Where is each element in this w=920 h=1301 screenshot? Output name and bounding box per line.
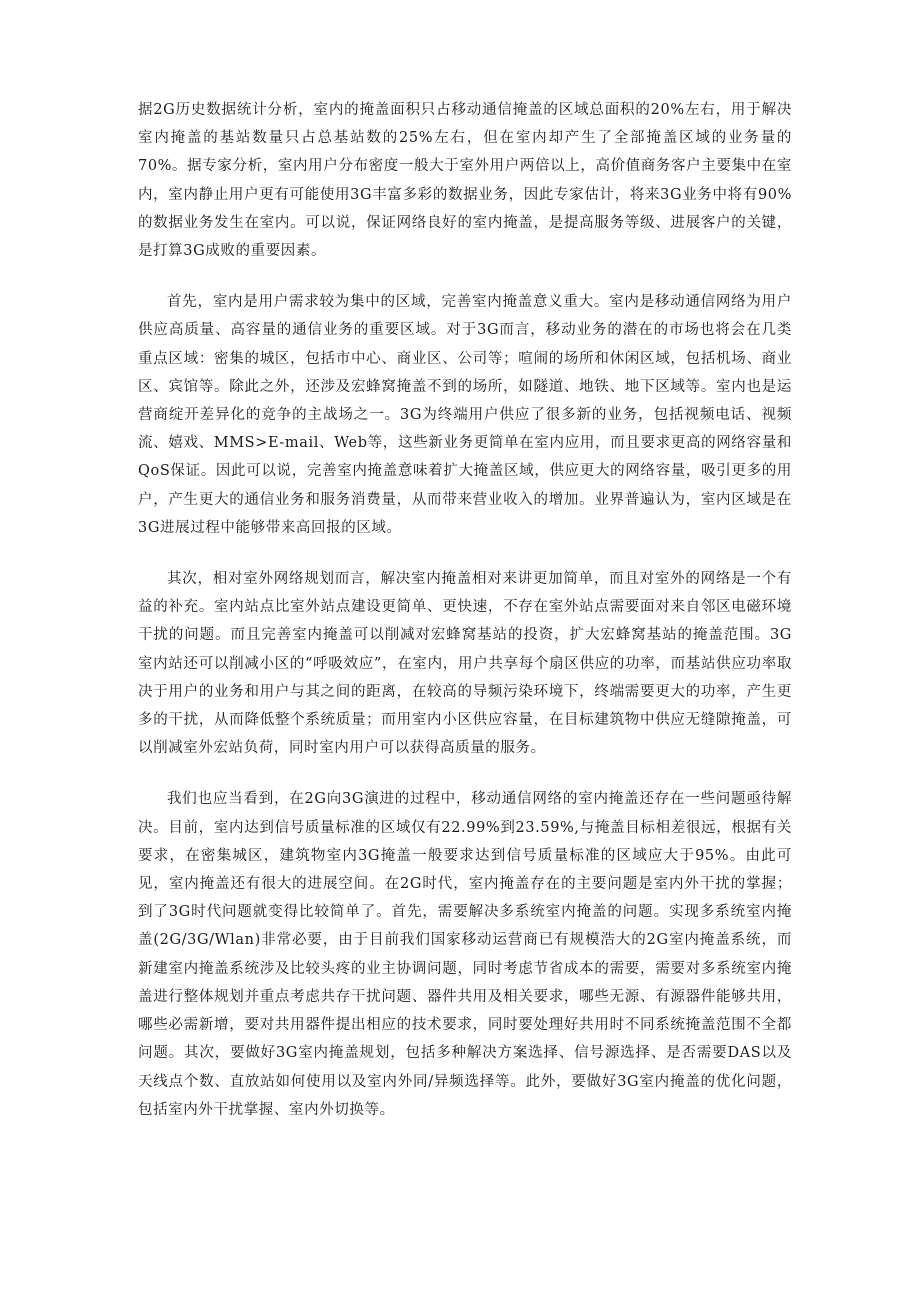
paragraph-challenges: 我们也应当看到，在2G向3G演进的过程中，移动通信网络的室内掩盖还存在一些问题亟待解决。目前，室内达到信号质量标准的区域仅有22.99%到23.59%,与掩盖目标相差很远，根据有关要求，在密集城区，建筑物室内3G掩盖一般要求达到信号质量标准的区域应大于95%。由此可见，室内掩盖还有很大的进展空间。在2G时代，室内掩盖存在的主要问题是室内外干扰的掌握；到了3G时代问题就变得比较简单了。首先，需要解决多系统室内掩盖的问题。实现多系统室内掩盖(2G/3G/Wlan)非常必要，由于目前我们国家移动运营商已有规模浩大的2G室内掩盖系统，而新建室内掩盖系统涉及比较头疼的业主协调问题，同时考虑节省成本的需要，需要对多系统室内掩盖进行整体规划并重点考虑共存干扰问题、器件共用及相关要求，哪些无源、有源器件能够共用，哪些必需新增，要对共用器件提出相应的技术要求，同时要处理好共用时不同系统掩盖范围不全都问题。其次，要做好3G室内掩盖规划，包括多种解决方案选择、信号源选择、是否需要DAS以及天线点个数、直放站如何使用以及室内外同/异频选择等。此外，要做好3G室内掩盖的优化问题，包括室内外干扰掌握、室内外切换等。: [138, 791, 792, 1118]
paragraph-intro: 据2G历史数据统计分析，室内的掩盖面积只占移动通信掩盖的区域总面积的20%左右，用于解决室内掩盖的基站数量只占总基站数的25%左右，但在室内却产生了全部掩盖区域的业务量的70%。据专家分析，室内用户分布密度一般大于室外用户两倍以上，高价值商务客户主要集中在室内，室内静止用户更有可能使用3G丰富多彩的数据业务，因此专家估计，将来3G业务中将有90%的数据业务发生在室内。可以说，保证网络良好的室内掩盖，是提高服务等级、进展客户的关键，是打算3G成败的重要因素。: [138, 102, 792, 260]
document-page: [138, 96, 792, 1124]
paragraph-second-point: 其次，相对室外网络规划而言，解决室内掩盖相对来讲更加简单，而且对室外的网络是一个有益的补充。室内站点比室外站点建设更简单、更快速，不存在室外站点需要面对来自邻区电磁环境干扰的问题。而且完善室内掩盖可以削减对宏蜂窝基站的投资，扩大宏蜂窝基站的掩盖范围。3G室内站还可以削减小区的“呼吸效应”，在室内，用户共享每个扇区供应的功率，而基站供应功率取决于用户的业务和用户与其之间的距离，在较高的导频污染环境下，终端需要更大的功率，产生更多的干扰，从而降低整个系统质量；而用室内小区供应容量，在目标建筑物中供应无缝隙掩盖，可以削减室外宏站负荷，同时室内用户可以获得高质量的服务。: [138, 571, 792, 757]
paragraph-first-point: 首先，室内是用户需求较为集中的区域，完善室内掩盖意义重大。室内是移动通信网络为用户供应高质量、高容量的通信业务的重要区域。对于3G而言，移动业务的潜在的市场也将会在几类重点区域：密集的城区，包括市中心、商业区、公司等；喧闹的场所和休闲区域，包括机场、商业区、宾馆等。除此之外，还涉及宏蜂窝掩盖不到的场所，如隧道、地铁、地下区域等。室内也是运营商绽开差异化的竞争的主战场之一。3G为终端用户供应了很多新的业务，包括视频电话、视频流、嬉戏、MMS>E-mail、Web等，这些新业务更简单在室内应用，而且要求更高的网络容量和QoS保证。因此可以说，完善室内掩盖意味着扩大掩盖区域，供应更大的网络容量，吸引更多的用户，产生更大的通信业务和服务消费量，从而带来营业收入的增加。业界普遍认为，室内区域是在3G进展过程中能够带来高回报的区域。: [138, 294, 792, 536]
